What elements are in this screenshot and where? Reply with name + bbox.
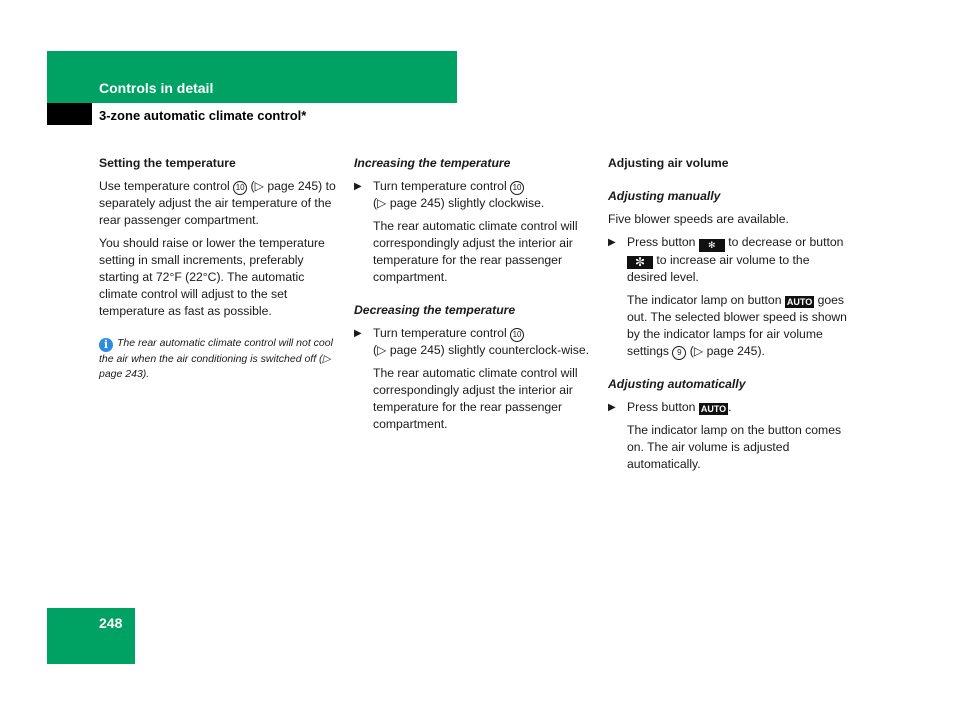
paragraph: The indicator lamp on the button comes on. The air volume is adjusted automatically. bbox=[627, 423, 842, 471]
column-1 bbox=[99, 155, 339, 382]
paragraph: You should raise or lower the temperature setting in small increments, preferably starting at 72°F (22°C). The automatic climate control will adjust to the set temperature as fast as possible. bbox=[99, 236, 325, 318]
page-number: 248 bbox=[99, 615, 123, 631]
callout-number: 10 bbox=[233, 181, 247, 195]
fan-large-icon: ✼ bbox=[627, 256, 653, 269]
text: (▷ page 245) slightly clockwise. bbox=[373, 196, 545, 210]
info-icon: i bbox=[99, 338, 113, 352]
bullet-arrow-icon: ▶ bbox=[608, 402, 616, 413]
callout-number: 10 bbox=[510, 328, 524, 342]
paragraph bbox=[608, 292, 848, 360]
text: . bbox=[728, 400, 732, 414]
heading-decreasing: Decreasing the temperature bbox=[354, 303, 516, 317]
subsection-title: 3-zone automatic climate control* bbox=[99, 108, 307, 123]
auto-button-icon: AUTO bbox=[700, 404, 727, 414]
subheading-automatic: Adjusting automatically bbox=[608, 377, 746, 391]
text: Press button bbox=[627, 235, 696, 249]
bullet-step bbox=[608, 234, 848, 286]
heading-air-volume: Adjusting air volume bbox=[608, 156, 729, 170]
bullet-arrow-icon: ▶ bbox=[608, 237, 616, 248]
text: Use temperature control bbox=[99, 179, 230, 193]
text: The indicator lamp on button bbox=[627, 293, 782, 307]
bullet-step bbox=[608, 399, 848, 416]
info-note bbox=[99, 336, 339, 382]
text: Turn temperature control bbox=[373, 326, 507, 340]
text: goes out. The selected blower speed is shown by the indicator lamps for air volume settings bbox=[627, 293, 847, 358]
column-2 bbox=[354, 155, 594, 439]
text: to decrease or button bbox=[728, 235, 844, 249]
callout-number: 10 bbox=[510, 181, 524, 195]
text: to increase air volume to the desired level. bbox=[627, 253, 810, 284]
bullet-arrow-icon: ▶ bbox=[354, 181, 362, 192]
column-3 bbox=[608, 155, 848, 479]
section-title: Controls in detail bbox=[99, 80, 214, 96]
bullet-step bbox=[354, 178, 594, 212]
text: (▷ page 245). bbox=[689, 344, 765, 358]
subheading-manual: Adjusting manually bbox=[608, 189, 721, 203]
callout-number: 9 bbox=[672, 346, 686, 360]
text: Turn temperature control bbox=[373, 179, 507, 193]
bullet-arrow-icon: ▶ bbox=[354, 328, 362, 339]
heading-setting-temperature: Setting the temperature bbox=[99, 156, 236, 170]
bullet-step bbox=[354, 325, 594, 359]
header-tab bbox=[47, 103, 92, 125]
text: (▷ page 245) slightly counterclock-wise. bbox=[373, 343, 589, 357]
heading-increasing: Increasing the temperature bbox=[354, 156, 511, 170]
paragraph: The rear automatic climate control will correspondingly adjust the interior air temperature for the rear passenger compartment. bbox=[373, 366, 578, 431]
fan-small-icon: ✻ bbox=[699, 239, 725, 252]
note-text: The rear automatic climate control will not cool the air when the air conditioning is switched off (▷ page 243). bbox=[99, 337, 333, 380]
text: Press button bbox=[627, 400, 696, 414]
paragraph bbox=[99, 178, 339, 229]
text: (▷ page 245) to separately adjust the air temperature of the rear passenger compartment. bbox=[99, 179, 336, 227]
paragraph: The rear automatic climate control will correspondingly adjust the interior air temperature for the rear passenger compartment. bbox=[373, 219, 578, 284]
auto-button-icon: AUTO bbox=[786, 297, 813, 307]
paragraph: Five blower speeds are available. bbox=[608, 212, 789, 226]
